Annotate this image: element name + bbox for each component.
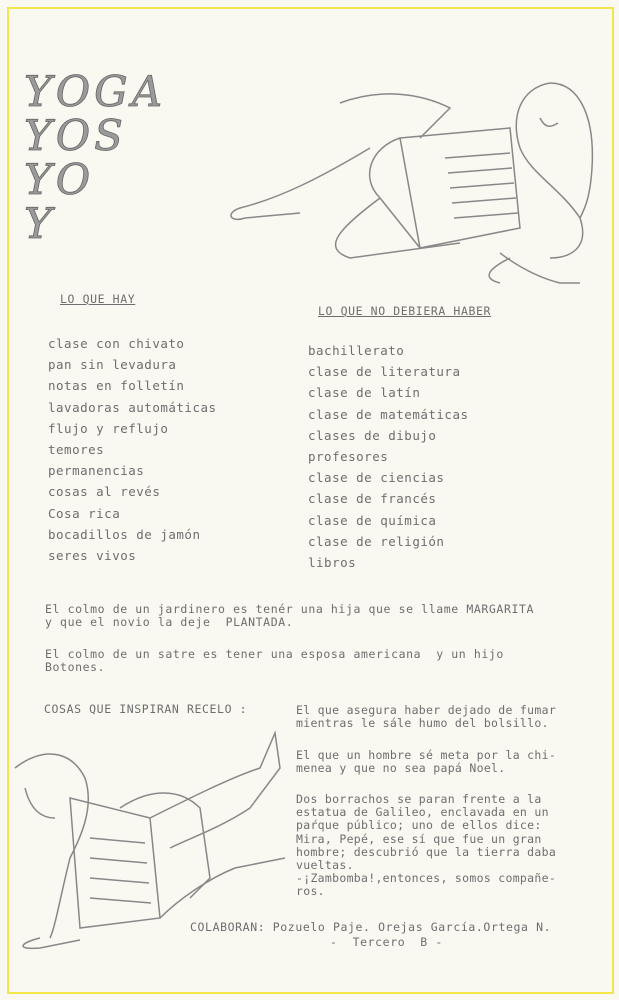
joke-tailor: El colmo de un satre es tener una esposa americana y un hijo Botones.	[45, 647, 504, 674]
list-item: notas en folletín	[48, 378, 185, 394]
list-item: pan sin levadura	[48, 357, 177, 373]
left-heading: LO QUE HAY	[60, 292, 136, 306]
list-item: bocadillos de jamón	[48, 526, 201, 542]
list-item: clase de francés	[308, 491, 437, 507]
title-line: YOS	[24, 111, 127, 160]
list-item: clase de matemáticas	[308, 406, 469, 422]
credits-class: - Tercero B -	[330, 935, 443, 949]
recelo-heading: COSAS QUE INSPIRAN RECELO :	[44, 702, 248, 716]
list-item: temores	[48, 441, 105, 457]
list-item: flujo y reflujo	[48, 420, 169, 436]
right-list	[308, 343, 469, 576]
list-item: seres vivos	[48, 547, 137, 563]
list-item: bachillerato	[308, 343, 405, 358]
list-item: lavadoras automáticas	[48, 399, 217, 415]
list-item: profesores	[308, 448, 389, 464]
joke-gardener: El colmo de un jardinero es tenér una hija que se llame MARGARITA y que el novio la deje PLANTADA.	[45, 602, 535, 629]
left-list	[48, 336, 217, 569]
title-logo	[24, 67, 167, 248]
recelo-item: El que asegura haber dejado de fumar mientras le sále humo del bolsillo.	[296, 703, 557, 730]
right-heading: LO QUE NO DEBIERA HABER	[318, 304, 492, 318]
title-line: Y	[24, 199, 56, 248]
list-item: clase de religión	[308, 533, 445, 549]
list-item: libros	[308, 554, 357, 570]
list-item: clase de ciencias	[308, 470, 445, 486]
reclining-figure-illustration-top	[220, 78, 610, 293]
list-item: clase de química	[308, 512, 437, 528]
title-line: YOGA	[24, 67, 167, 116]
list-item: clase de literatura	[308, 364, 461, 380]
recelo-item: El que un hombre sé meta por la chi- menea y que no sea papá Noel.	[296, 748, 557, 775]
list-item: clases de dibujo	[308, 427, 437, 443]
recelo-item: Dos borrachos se paran frente a la estatua de Galileo, enclavada en un paŕque público; uno de ellos dice: Mira, Pepé, ese sí que fue un gran hombre; descubrió que la tierra daba vueltas. -¡Zambomba!,entonces, somos compañe- ros.	[296, 792, 557, 899]
list-item: clase con chivato	[48, 336, 185, 351]
title-line: YO	[24, 155, 95, 204]
list-item: cosas al revés	[48, 484, 161, 500]
list-item: Cosa rica	[48, 505, 121, 521]
credits-line: COLABORAN: Pozuelo Paje. Orejas García.Ortega N.	[190, 920, 552, 934]
list-item: permanencias	[48, 463, 145, 479]
list-item: clase de latín	[308, 385, 421, 401]
